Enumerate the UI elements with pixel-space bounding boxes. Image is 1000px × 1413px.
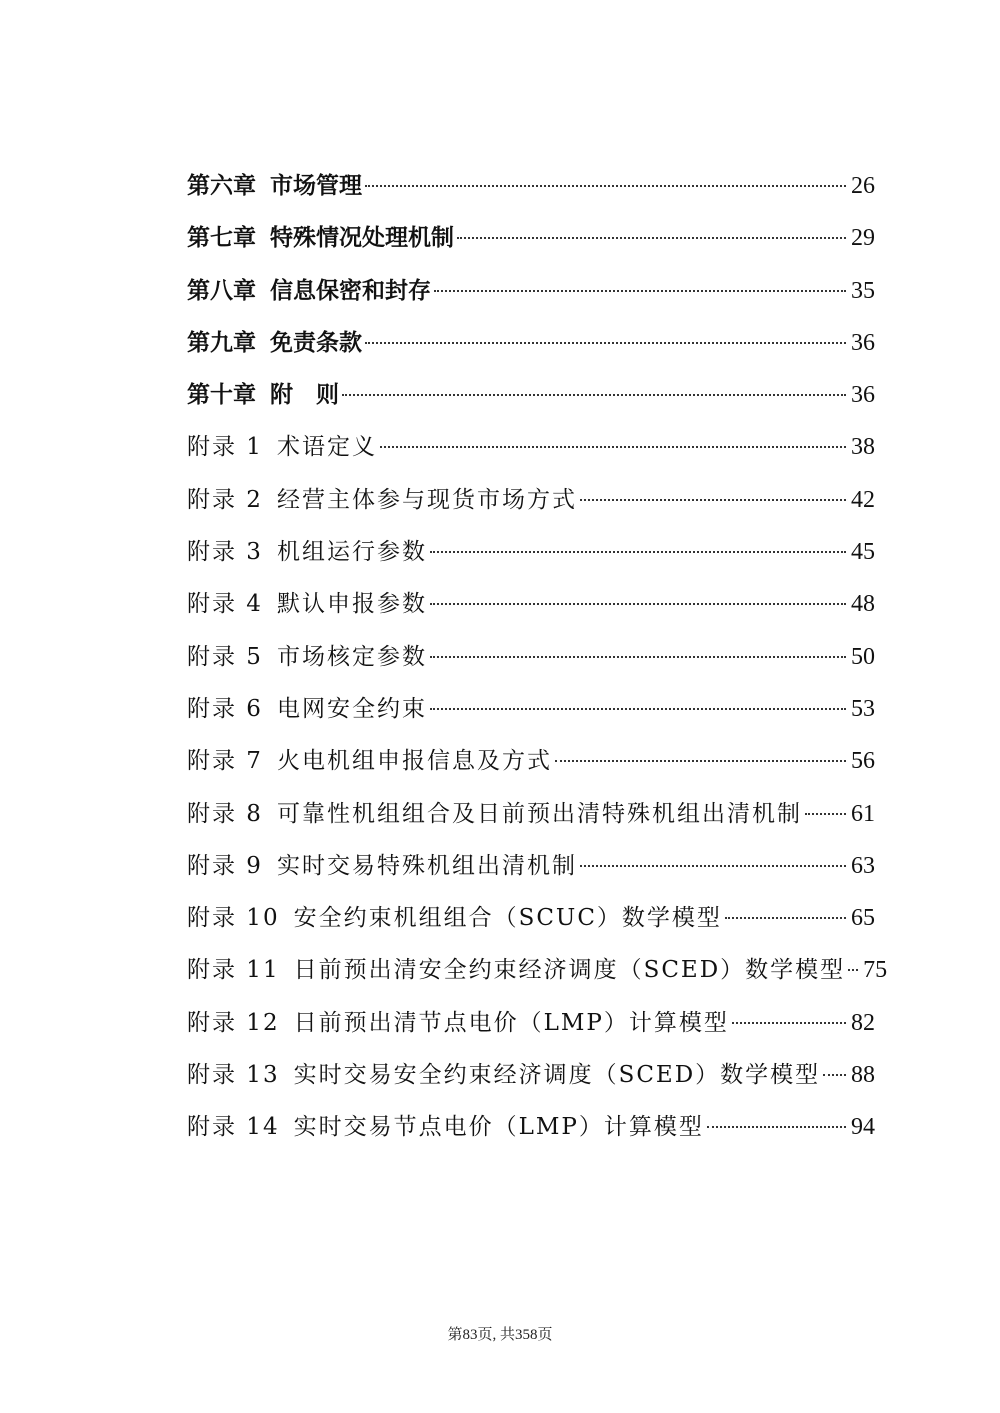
- toc-title: 市场核定参数: [276, 643, 427, 670]
- dot-leader: [342, 394, 846, 396]
- toc-label: 附录 2: [187, 486, 263, 513]
- toc-page-number: 65: [851, 905, 875, 932]
- toc-row[interactable]: [187, 892, 875, 944]
- toc-page-number: 63: [851, 852, 875, 879]
- toc-title: 术语定义: [276, 434, 377, 461]
- toc-page-number: 88: [851, 1062, 875, 1089]
- toc-page-number: 29: [851, 225, 875, 252]
- dot-leader: [430, 551, 846, 553]
- dot-leader: [365, 185, 846, 187]
- dot-leader: [434, 290, 846, 292]
- toc-title: 电网安全约束: [276, 695, 427, 722]
- toc-page-number: 82: [851, 1009, 875, 1036]
- dot-leader: [732, 1022, 846, 1024]
- toc-title: 信息保密和封存: [270, 277, 431, 304]
- toc-row[interactable]: [187, 578, 875, 630]
- toc-row[interactable]: [187, 474, 875, 526]
- toc-row[interactable]: [187, 160, 875, 212]
- toc-title: 实时交易特殊机组出清机制: [276, 852, 577, 879]
- toc-row[interactable]: [187, 997, 875, 1049]
- toc-page-number: 48: [851, 591, 875, 618]
- toc-page-number: 94: [851, 1114, 875, 1141]
- toc-row[interactable]: [187, 317, 875, 369]
- toc-page-number: 45: [851, 539, 875, 566]
- toc-row[interactable]: [187, 212, 875, 264]
- toc-row[interactable]: [187, 1101, 875, 1153]
- dot-leader: [580, 865, 846, 867]
- toc-label: 附录 14: [187, 1114, 280, 1141]
- dot-leader: [457, 237, 846, 239]
- dot-leader: [580, 499, 846, 501]
- toc-title: 免责条款: [270, 329, 362, 356]
- dot-leader: [805, 813, 846, 815]
- toc-label: 附录 12: [187, 1009, 280, 1036]
- table-of-contents: [187, 160, 888, 1154]
- toc-title: 附 则: [270, 382, 339, 409]
- toc-label: 第十章: [187, 382, 256, 409]
- toc-row[interactable]: [187, 944, 888, 996]
- dot-leader: [823, 1074, 846, 1076]
- dot-leader: [848, 969, 858, 971]
- dot-leader: [555, 760, 846, 762]
- toc-title: 经营主体参与现货市场方式: [276, 486, 577, 513]
- toc-page-number: 26: [851, 173, 875, 199]
- toc-row[interactable]: [187, 421, 875, 473]
- toc-label: 附录 7: [187, 748, 263, 775]
- dot-leader: [725, 917, 846, 919]
- toc-label: 附录 8: [187, 800, 263, 827]
- toc-page-number: 36: [851, 382, 875, 409]
- toc-label: 附录 1: [187, 434, 263, 461]
- toc-title: 机组运行参数: [276, 539, 427, 566]
- toc-title: 特殊情况处理机制: [270, 225, 454, 252]
- toc-page-number: 38: [851, 434, 875, 461]
- toc-title: 默认申报参数: [276, 591, 427, 618]
- toc-title: 火电机组申报信息及方式: [276, 748, 552, 775]
- toc-page-number: 56: [851, 748, 875, 775]
- toc-row[interactable]: [187, 683, 875, 735]
- toc-title: 市场管理: [270, 173, 362, 199]
- toc-label: 附录 13: [187, 1062, 280, 1089]
- toc-title: 实时交易节点电价（LMP）计算模型: [293, 1114, 704, 1141]
- toc-label: 附录 3: [187, 539, 263, 566]
- dot-leader: [430, 708, 846, 710]
- toc-title: 实时交易安全约束经济调度（SCED）数学模型: [293, 1062, 821, 1089]
- toc-page-number: 42: [851, 486, 875, 513]
- dot-leader: [430, 656, 846, 658]
- toc-page-number: 53: [851, 695, 875, 722]
- toc-row[interactable]: [187, 788, 875, 840]
- toc-title: 日前预出清安全约束经济调度（SCED）数学模型: [293, 957, 846, 984]
- toc-label: 附录 11: [187, 957, 280, 984]
- toc-label: 附录 10: [187, 905, 280, 932]
- toc-label: 附录 4: [187, 591, 263, 618]
- toc-label: 第九章: [187, 329, 256, 356]
- toc-label: 附录 5: [187, 643, 263, 670]
- toc-row[interactable]: [187, 735, 875, 787]
- toc-page-number: 50: [851, 643, 875, 670]
- toc-row[interactable]: [187, 1049, 875, 1101]
- toc-page-number: 61: [851, 800, 875, 827]
- page-footer: 第83页, 共358页: [447, 1327, 553, 1343]
- toc-row[interactable]: [187, 631, 875, 683]
- toc-title: 安全约束机组组合（SCUC）数学模型: [293, 905, 722, 932]
- toc-title: 可靠性机组组合及日前预出清特殊机组出清机制: [276, 800, 802, 827]
- toc-label: 附录 9: [187, 852, 263, 879]
- toc-label: 附录 6: [187, 695, 263, 722]
- toc-page-number: 36: [851, 329, 875, 356]
- toc-page-number: 75: [863, 957, 888, 984]
- dot-leader: [365, 342, 846, 344]
- toc-row[interactable]: [187, 840, 875, 892]
- toc-label: 第六章: [187, 173, 256, 199]
- toc-title: 日前预出清节点电价（LMP）计算模型: [293, 1009, 729, 1036]
- dot-leader: [430, 603, 846, 605]
- toc-page-number: 35: [851, 277, 875, 304]
- dot-leader: [380, 446, 846, 448]
- toc-row[interactable]: [187, 526, 875, 578]
- toc-row[interactable]: [187, 265, 875, 317]
- toc-label: 第七章: [187, 225, 256, 252]
- toc-row[interactable]: [187, 369, 875, 421]
- toc-label: 第八章: [187, 277, 256, 304]
- dot-leader: [707, 1126, 846, 1128]
